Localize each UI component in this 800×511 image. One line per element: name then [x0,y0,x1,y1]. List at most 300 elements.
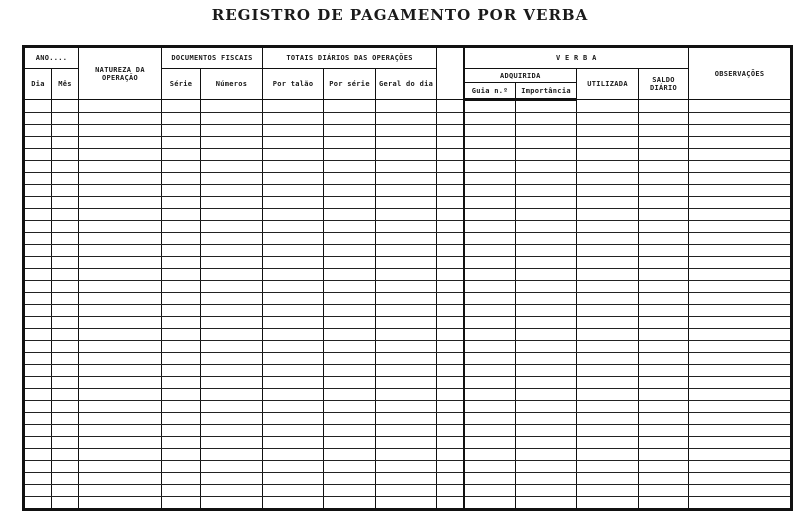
ledger-entry-cell [24,389,52,401]
ledger-entry-cell [577,173,639,185]
ledger-entry-cell [689,185,792,197]
ledger-entry-cell [324,341,376,353]
ledger-entry-cell [24,401,52,413]
ledger-entry-cell [79,353,162,365]
ledger-entry-cell [201,185,263,197]
ledger-entry-cell [689,161,792,173]
ledger-entry-cell [689,317,792,329]
ledger-entry-cell [201,365,263,377]
ledger-entry-cell [24,425,52,437]
ledger-entry-cell [639,485,689,497]
ledger-entry-cell [52,173,79,185]
ledger-entry-cell [52,305,79,317]
ledger-entry-cell [516,293,577,305]
ledger-entry-cell [516,197,577,209]
ledger-entry-cell [376,461,437,473]
ledger-entry-cell [79,269,162,281]
ledger-entry-row [24,437,792,449]
ledger-entry-cell [376,473,437,485]
ledger-entry-cell [52,293,79,305]
ledger-entry-cell [79,185,162,197]
header-blank-column [437,47,464,100]
ledger-entry-cell [437,449,464,461]
ledger-entry-cell [263,269,324,281]
ledger-entry-cell [376,125,437,137]
ledger-entry-cell [376,149,437,161]
ledger-entry-cell [201,161,263,173]
ledger-entry-cell [324,209,376,221]
ledger-entry-cell [162,257,201,269]
ledger-entry-cell [24,317,52,329]
ledger-entry-cell [516,269,577,281]
ledger-entry-cell [577,437,639,449]
header-adquirida: ADQUIRIDA [464,69,577,83]
ledger-entry-cell [464,305,516,317]
ledger-entry-cell [79,449,162,461]
ledger-entry-cell [324,113,376,125]
ledger-entry-cell [437,365,464,377]
ledger-entry-cell [162,173,201,185]
ledger-entry-cell [516,233,577,245]
ledger-entry-cell [689,137,792,149]
ledger-entry-cell [577,317,639,329]
ledger-entry-cell [79,437,162,449]
ledger-entry-cell [201,485,263,497]
ledger-entry-cell [437,149,464,161]
ledger-entry-cell [689,209,792,221]
ledger-entry-row [24,185,792,197]
ledger-entry-cell [201,425,263,437]
ledger-entry-cell [24,485,52,497]
ledger-entry-cell [689,305,792,317]
ledger-entry-cell [79,413,162,425]
ledger-entry-cell [639,365,689,377]
ledger-entry-cell [52,473,79,485]
ledger-entry-cell [689,257,792,269]
ledger-entry-cell [639,209,689,221]
ledger-entry-cell [162,100,201,113]
ledger-entry-cell [376,293,437,305]
ledger-entry-cell [24,365,52,377]
ledger-entry-cell [201,269,263,281]
ledger-entry-cell [162,389,201,401]
ledger-entry-cell [263,449,324,461]
ledger-entry-cell [376,185,437,197]
ledger-entry-cell [263,413,324,425]
ledger-entry-cell [201,389,263,401]
ledger-entry-cell [437,125,464,137]
ledger-entry-cell [162,221,201,233]
ledger-entry-cell [52,485,79,497]
ledger-entry-cell [577,461,639,473]
ledger-entry-cell [52,209,79,221]
ledger-entry-cell [201,149,263,161]
ledger-entry-cell [324,329,376,341]
ledger-entry-cell [639,377,689,389]
ledger-entry-cell [437,245,464,257]
ledger-entry-cell [52,221,79,233]
ledger-entry-row [24,281,792,293]
ledger-entry-cell [376,233,437,245]
ledger-entry-cell [464,125,516,137]
ledger-entry-cell [464,197,516,209]
ledger-entry-cell [516,425,577,437]
ledger-entry-cell [201,137,263,149]
ledger-entry-cell [201,113,263,125]
ledger-entry-cell [52,389,79,401]
ledger-entry-cell [79,209,162,221]
ledger-entry-cell [324,173,376,185]
ledger-table [22,45,793,511]
ledger-entry-row [24,233,792,245]
ledger-entry-cell [79,401,162,413]
ledger-entry-cell [24,329,52,341]
ledger-entry-cell [437,437,464,449]
ledger-entry-cell [639,293,689,305]
ledger-entry-cell [24,269,52,281]
ledger-entry-row [24,389,792,401]
ledger-entry-cell [79,485,162,497]
ledger-entry-cell [464,149,516,161]
ledger-entry-cell [689,365,792,377]
ledger-entry-cell [201,497,263,510]
ledger-entry-cell [263,161,324,173]
ledger-entry-cell [639,317,689,329]
ledger-entry-cell [24,161,52,173]
ledger-entry-cell [52,377,79,389]
ledger-entry-cell [162,365,201,377]
ledger-entry-cell [263,137,324,149]
ledger-entry-cell [263,293,324,305]
ledger-entry-cell [516,113,577,125]
ledger-entry-cell [516,221,577,233]
ledger-entry-row [24,353,792,365]
header-dia: Dia [24,69,52,100]
ledger-entry-cell [376,245,437,257]
ledger-entry-cell [376,329,437,341]
ledger-entry-row [24,365,792,377]
ledger-entry-row [24,245,792,257]
ledger-entry-cell [79,281,162,293]
ledger-entry-cell [516,173,577,185]
ledger-entry-cell [577,137,639,149]
ledger-entry-cell [437,100,464,113]
ledger-entry-cell [24,173,52,185]
header-ano: ANO.... [24,47,79,69]
ledger-entry-cell [162,353,201,365]
ledger-entry-cell [263,281,324,293]
ledger-entry-cell [577,449,639,461]
ledger-entry-cell [376,257,437,269]
ledger-entry-cell [324,485,376,497]
ledger-entry-cell [516,137,577,149]
ledger-entry-cell [79,233,162,245]
ledger-entry-cell [464,497,516,510]
ledger-entry-cell [437,377,464,389]
ledger-entry-cell [201,293,263,305]
ledger-entry-cell [162,269,201,281]
ledger-entry-cell [52,461,79,473]
ledger-entry-cell [437,197,464,209]
ledger-entry-cell [437,413,464,425]
ledger-entry-cell [263,245,324,257]
ledger-entry-cell [79,137,162,149]
ledger-entry-cell [52,113,79,125]
ledger-entry-cell [516,100,577,113]
ledger-entry-cell [577,293,639,305]
ledger-entry-cell [79,293,162,305]
ledger-entry-cell [162,497,201,510]
ledger-entry-cell [162,149,201,161]
ledger-entry-cell [79,173,162,185]
ledger-entry-cell [263,209,324,221]
ledger-entry-cell [464,401,516,413]
ledger-entry-cell [689,449,792,461]
ledger-entry-cell [24,281,52,293]
ledger-entry-cell [577,100,639,113]
ledger-entry-cell [577,245,639,257]
ledger-entry-cell [324,497,376,510]
ledger-entry-cell [162,485,201,497]
ledger-entry-cell [162,197,201,209]
ledger-entry-cell [577,269,639,281]
ledger-entry-row [24,293,792,305]
ledger-entry-cell [324,293,376,305]
ledger-entry-cell [639,257,689,269]
ledger-entry-row [24,425,792,437]
ledger-entry-cell [24,377,52,389]
ledger-entry-cell [79,425,162,437]
ledger-entry-cell [689,485,792,497]
header-natureza: NATUREZA DA OPERAÇÃO [79,47,162,100]
header-por-serie: Por série [324,69,376,100]
header-utilizada: UTILIZADA [577,69,639,100]
ledger-entry-cell [639,341,689,353]
ledger-entry-cell [263,113,324,125]
ledger-entry-cell [52,233,79,245]
ledger-entry-cell [162,413,201,425]
ledger-entry-cell [464,413,516,425]
ledger-entry-cell [162,329,201,341]
ledger-entry-cell [376,317,437,329]
ledger-entry-cell [437,305,464,317]
ledger-entry-cell [162,449,201,461]
ledger-entry-cell [577,353,639,365]
ledger-entry-cell [263,257,324,269]
ledger-entry-cell [263,173,324,185]
ledger-entry-cell [464,341,516,353]
ledger-entry-cell [79,221,162,233]
ledger-entry-cell [639,353,689,365]
ledger-entry-cell [263,461,324,473]
ledger-entry-cell [639,389,689,401]
ledger-entry-cell [516,281,577,293]
ledger-entry-cell [52,245,79,257]
ledger-entry-cell [162,461,201,473]
ledger-entry-cell [464,221,516,233]
ledger-entry-cell [516,365,577,377]
ledger-entry-cell [689,293,792,305]
ledger-entry-cell [52,149,79,161]
ledger-entry-cell [464,281,516,293]
ledger-entry-cell [464,449,516,461]
ledger-entry-cell [263,365,324,377]
ledger-entry-cell [376,173,437,185]
ledger-entry-cell [201,401,263,413]
ledger-entry-cell [689,173,792,185]
ledger-entry-cell [689,329,792,341]
ledger-entry-cell [162,437,201,449]
ledger-entry-cell [464,161,516,173]
ledger-entry-cell [52,437,79,449]
ledger-entry-cell [201,317,263,329]
ledger-entry-cell [639,185,689,197]
ledger-entry-cell [162,425,201,437]
ledger-entry-cell [639,113,689,125]
ledger-entry-cell [437,497,464,510]
ledger-entry-cell [577,209,639,221]
ledger-entry-cell [437,269,464,281]
ledger-entry-cell [437,281,464,293]
ledger-entry-cell [52,197,79,209]
ledger-entry-cell [577,389,639,401]
ledger-entry-cell [324,389,376,401]
ledger-entry-cell [516,353,577,365]
ledger-entry-row [24,257,792,269]
ledger-entry-cell [639,197,689,209]
ledger-entry-cell [689,233,792,245]
form-title: REGISTRO DE PAGAMENTO POR VERBA [211,6,589,24]
ledger-entry-cell [577,365,639,377]
ledger-entry-cell [162,317,201,329]
ledger-entry-cell [577,473,639,485]
ledger-entry-cell [464,113,516,125]
ledger-entry-cell [52,137,79,149]
ledger-entry-cell [464,365,516,377]
ledger-entry-cell [437,473,464,485]
ledger-entry-cell [516,257,577,269]
ledger-entry-cell [689,100,792,113]
ledger-entry-cell [577,305,639,317]
ledger-entry-cell [437,257,464,269]
ledger-entry-cell [464,329,516,341]
ledger-entry-cell [162,377,201,389]
ledger-entry-cell [376,377,437,389]
ledger-entry-cell [376,413,437,425]
ledger-entry-cell [324,137,376,149]
ledger-entry-cell [324,185,376,197]
ledger-entry-row [24,113,792,125]
header-geral-do-dia: Geral do dia [376,69,437,100]
ledger-entry-cell [577,233,639,245]
ledger-entry-cell [516,305,577,317]
ledger-entry-cell [324,269,376,281]
ledger-entry-cell [437,233,464,245]
ledger-entry-cell [464,257,516,269]
ledger-entry-cell [577,125,639,137]
ledger-entry-cell [639,269,689,281]
ledger-entry-cell [689,281,792,293]
ledger-entry-cell [162,281,201,293]
ledger-entry-cell [577,161,639,173]
ledger-entry-cell [689,197,792,209]
ledger-entry-row [24,401,792,413]
ledger-entry-cell [577,257,639,269]
ledger-entry-cell [201,353,263,365]
ledger-entry-cell [324,317,376,329]
ledger-entry-cell [639,173,689,185]
ledger-entry-cell [201,449,263,461]
ledger-entry-row [24,413,792,425]
ledger-entry-cell [201,257,263,269]
ledger-entry-cell [464,233,516,245]
ledger-entry-cell [52,100,79,113]
ledger-entry-cell [24,473,52,485]
ledger-entry-cell [437,353,464,365]
ledger-entry-cell [639,425,689,437]
ledger-entry-cell [52,413,79,425]
ledger-entry-row [24,100,792,113]
ledger-entry-cell [516,161,577,173]
ledger-entry-cell [24,245,52,257]
ledger-entry-cell [577,329,639,341]
ledger-entry-cell [577,185,639,197]
ledger-entry-cell [79,149,162,161]
ledger-entry-cell [464,245,516,257]
ledger-entry-cell [577,281,639,293]
ledger-entry-cell [201,209,263,221]
ledger-entry-cell [324,281,376,293]
ledger-entry-cell [376,425,437,437]
ledger-entry-cell [324,161,376,173]
ledger-entry-cell [162,401,201,413]
ledger-entry-cell [201,305,263,317]
ledger-entry-cell [263,305,324,317]
ledger-entry-cell [324,401,376,413]
ledger-entry-cell [437,161,464,173]
ledger-entry-cell [201,329,263,341]
header-por-talao: Por talão [263,69,324,100]
ledger-entry-cell [263,485,324,497]
ledger-entry-cell [162,125,201,137]
ledger-entry-cell [437,293,464,305]
ledger-entry-cell [324,149,376,161]
ledger-entry-row [24,461,792,473]
ledger-entry-cell [263,221,324,233]
ledger-entry-cell [464,473,516,485]
ledger-entry-cell [263,317,324,329]
ledger-entry-cell [437,113,464,125]
ledger-entry-cell [376,401,437,413]
ledger-entry-cell [201,377,263,389]
ledger-entry-cell [437,389,464,401]
ledger-entry-cell [79,245,162,257]
ledger-entry-cell [263,149,324,161]
ledger-entry-cell [577,485,639,497]
ledger-entry-cell [324,197,376,209]
ledger-entry-cell [24,209,52,221]
ledger-entry-cell [689,425,792,437]
ledger-entry-cell [639,449,689,461]
ledger-entry-row [24,125,792,137]
ledger-entry-cell [263,425,324,437]
ledger-entry-cell [52,365,79,377]
ledger-entry-cell [639,437,689,449]
ledger-entry-cell [162,293,201,305]
ledger-entry-cell [324,437,376,449]
ledger-entry-row [24,449,792,461]
ledger-entry-cell [79,461,162,473]
